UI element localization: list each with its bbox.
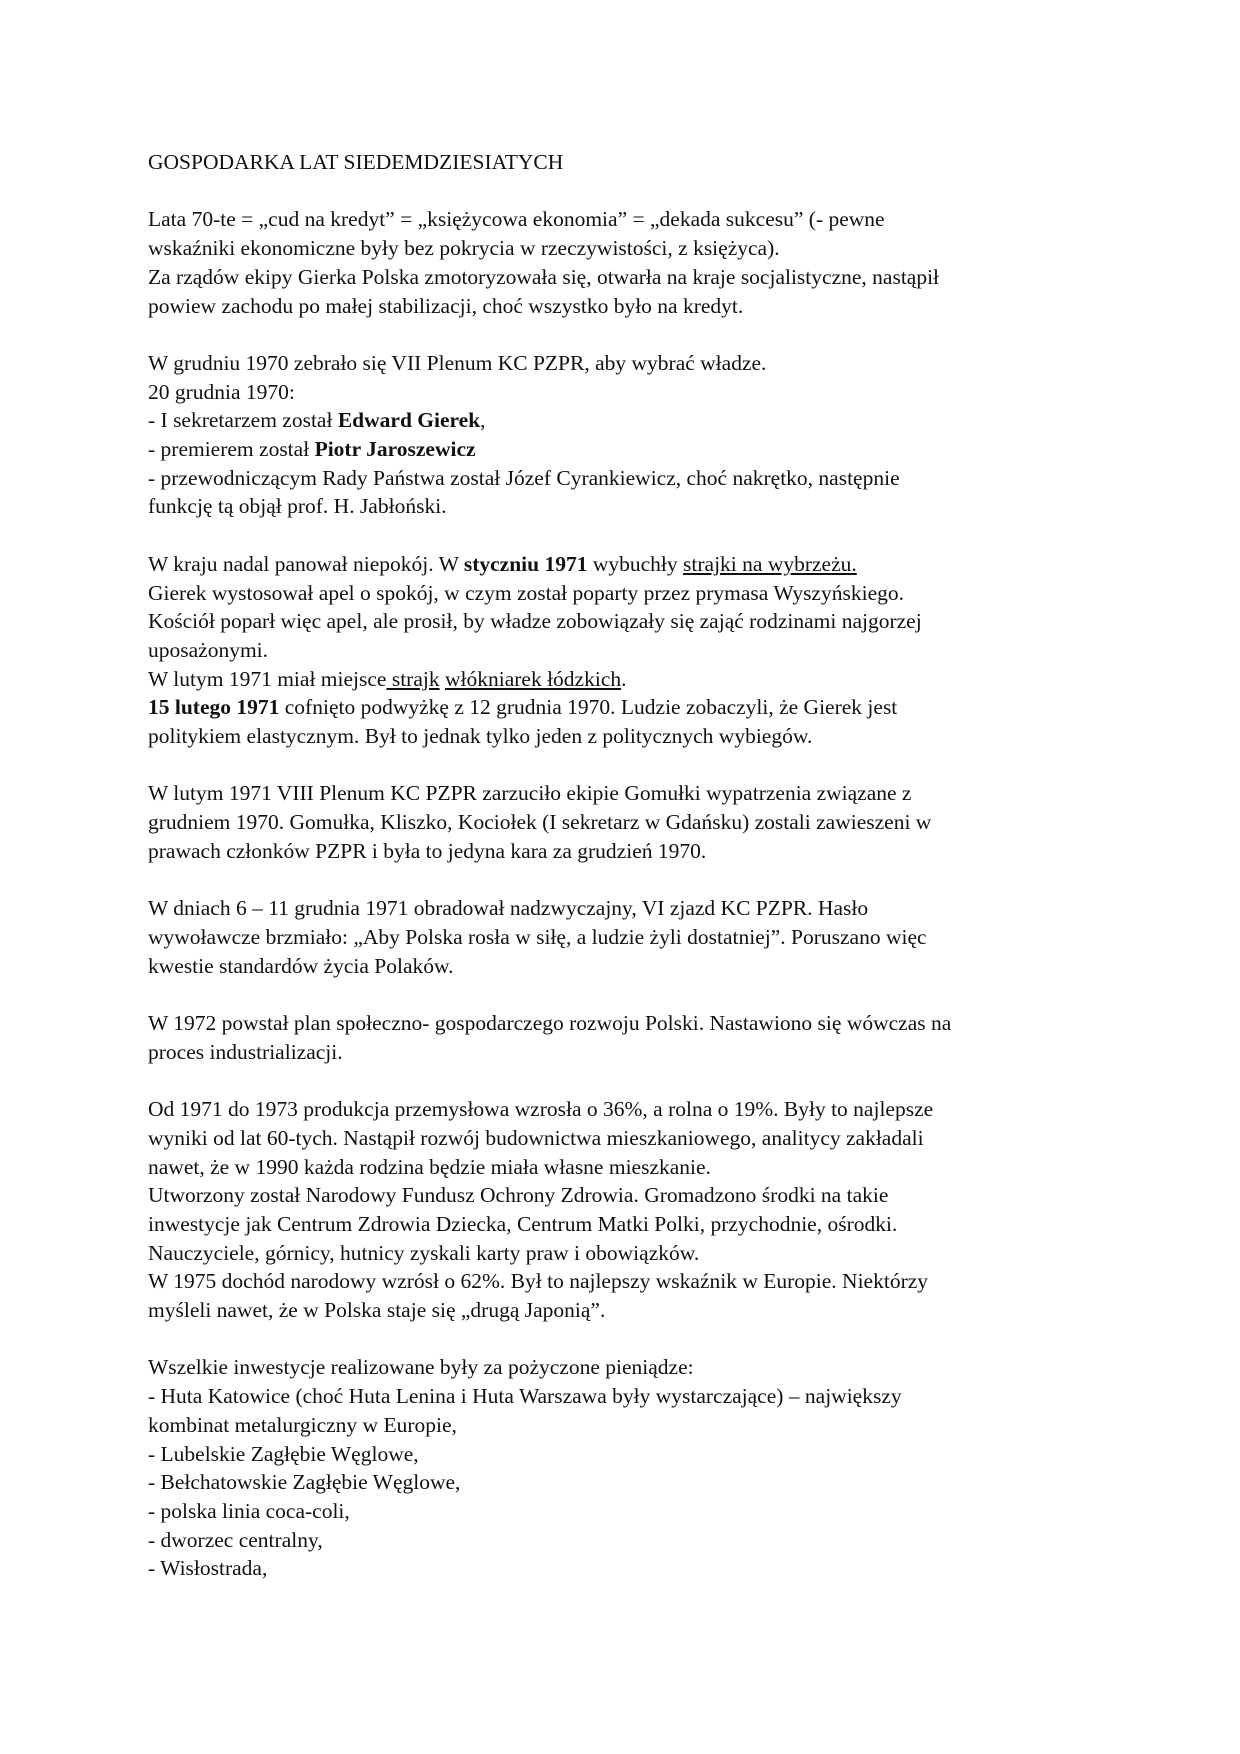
bold-name: Edward Gierek	[337, 408, 481, 433]
text-line: - przewodniczącym Rady Państwa został Józef Cyrankiewicz, choć nakrętko, następnie	[148, 465, 900, 490]
list-item: - Wisłostrada,	[148, 1556, 268, 1581]
text-line: uposażonymi.	[148, 637, 269, 662]
text-line: W 1972 powstał plan społeczno- gospodarczego rozwoju Polski. Nastawiono się wówczas na	[148, 1011, 952, 1035]
document-title	[148, 148, 1098, 177]
bold-date: 15 lutego 1971	[148, 695, 280, 720]
paragraph-intro	[148, 205, 1098, 320]
text-line: kombinat metalurgiczny w Europie,	[148, 1412, 457, 1437]
text-line: Od 1971 do 1973 produkcja przemysłowa wzrosła o 36%, a rolna o 19%. Były to najlepsze	[148, 1097, 934, 1122]
text-line: wywoławcze brzmiało: „Aby Polska rosła w siłę, a ludzie żyli dostatniej”. Poruszano więc	[148, 924, 927, 949]
text-line: wyniki od lat 60-tych. Nastąpił rozwój budownictwa mieszkaniowego, analitycy zakładali	[148, 1125, 924, 1150]
text-line: Wszelkie inwestycje realizowane były za pożyczone pieniądze:	[148, 1355, 694, 1380]
text-segment: .	[621, 666, 627, 691]
text-line: kwestie standardów życia Polaków.	[148, 953, 454, 978]
underlined-text: strajk	[386, 666, 440, 691]
paragraph-strikes-1971	[148, 550, 1098, 751]
text-segment: - I sekretarzem został	[148, 408, 338, 433]
document-page	[148, 148, 1098, 1612]
list-item: - dworzec centralny,	[148, 1527, 323, 1552]
text-line: W 1975 dochód narodowy wzrósł o 62%. Był to najlepszy wskaźnik w Europie. Niektórzy	[148, 1269, 929, 1294]
text-line: Za rządów ekipy Gierka Polska zmotoryzowała się, otwarła na kraje socjalistyczne, nastąpił	[148, 264, 940, 289]
text-line: politykiem elastycznym. Był to jednak tylko jeden z politycznych wybiegów.	[148, 724, 813, 749]
text-line: grudniem 1970. Gomułka, Kliszko, Kociołek (I sekretarz w Gdańsku) zostali zawieszeni w	[148, 810, 932, 835]
text-segment: ,	[480, 408, 486, 433]
text-line: Lata 70-te = „cud na kredyt” = „księżycowa ekonomia” = „dekada sukcesu” (- pewne	[148, 207, 885, 232]
bold-date: styczniu 1971	[463, 551, 588, 576]
text-line: myśleli nawet, że w Polska staje się „drugą Japonią”.	[148, 1298, 606, 1323]
text-line: wskaźniki ekonomiczne były bez pokrycia w rzeczywistości, z księżyca).	[148, 236, 780, 261]
text-line	[148, 435, 1098, 464]
paragraph-plenum-viii	[148, 779, 1098, 865]
text-line	[148, 406, 1098, 435]
text-line: inwestycje jak Centrum Zdrowia Dziecka, Centrum Matki Polki, przychodnie, ośrodki.	[148, 1211, 898, 1236]
text-line	[148, 550, 1098, 579]
text-line: funkcję tą objął prof. H. Jabłoński.	[148, 494, 447, 519]
text-line: W lutym 1971 VIII Plenum KC PZPR zarzuciło ekipie Gomułki wypatrzenia związane z	[148, 781, 912, 806]
text-line: 20 grudnia 1970:	[148, 379, 295, 404]
text-line: Nauczyciele, górnicy, hutnicy zyskali karty praw i obowiązków.	[148, 1240, 700, 1265]
list-item: - Lubelskie Zagłębie Węglowe,	[148, 1441, 419, 1466]
text-segment: wybuchły	[587, 551, 684, 576]
text-line: nawet, że w 1990 każda rodzina będzie miała własne mieszkanie.	[148, 1154, 711, 1179]
text-line: Gierek wystosował apel o spokój, w czym został poparty przez prymasa Wyszyńskiego.	[148, 580, 904, 605]
title-text: GOSPODARKA LAT SIEDEMDZIESIATYCH	[148, 150, 564, 174]
text-line	[148, 693, 1098, 722]
paragraph-investments	[148, 1353, 1098, 1583]
text-line: W grudniu 1970 zebrało się VII Plenum KC PZPR, aby wybrać władze.	[148, 350, 767, 375]
paragraph-plan-1972	[148, 1009, 1098, 1066]
text-line: proces industrializacji.	[148, 1039, 343, 1064]
text-segment: - premierem został	[148, 437, 315, 461]
paragraph-vi-congress	[148, 894, 1098, 980]
list-item: - Huta Katowice (choć Huta Lenina i Huta Warszawa były wystarczające) – największy	[148, 1384, 902, 1409]
text-line: Kościół poparł więc apel, ale prosił, by władze zobowiązały się zająć rodzinami najgorzej	[148, 609, 922, 634]
text-segment: W lutym 1971 miał miejsce	[148, 666, 387, 691]
bold-name: Piotr Jaroszewicz	[314, 437, 476, 461]
underlined-text: włókniarek łódzkich	[444, 666, 622, 691]
list-item: - polska linia coca-coli,	[148, 1498, 350, 1523]
paragraph-growth	[148, 1095, 1098, 1325]
text-segment: cofnięto podwyżkę z 12 grudnia 1970. Ludzie zobaczyli, że Gierek jest	[279, 695, 898, 720]
text-line	[148, 665, 1098, 694]
text-segment: W kraju nadal panował niepokój. W	[148, 551, 464, 576]
text-line: powiew zachodu po małej stabilizacji, choć wszystko było na kredyt.	[148, 293, 744, 318]
text-line: W dniach 6 – 11 grudnia 1971 obradował nadzwyczajny, VI zjazd KC PZPR. Hasło	[148, 896, 869, 921]
underlined-text: strajki na wybrzeżu.	[683, 551, 857, 576]
text-line: prawach członków PZPR i była to jedyna kara za grudzień 1970.	[148, 838, 707, 863]
paragraph-plenum-1970	[148, 349, 1098, 521]
list-item: - Bełchatowskie Zagłębie Węglowe,	[148, 1470, 461, 1495]
text-line: Utworzony został Narodowy Fundusz Ochrony Zdrowia. Gromadzono środki na takie	[148, 1183, 889, 1208]
